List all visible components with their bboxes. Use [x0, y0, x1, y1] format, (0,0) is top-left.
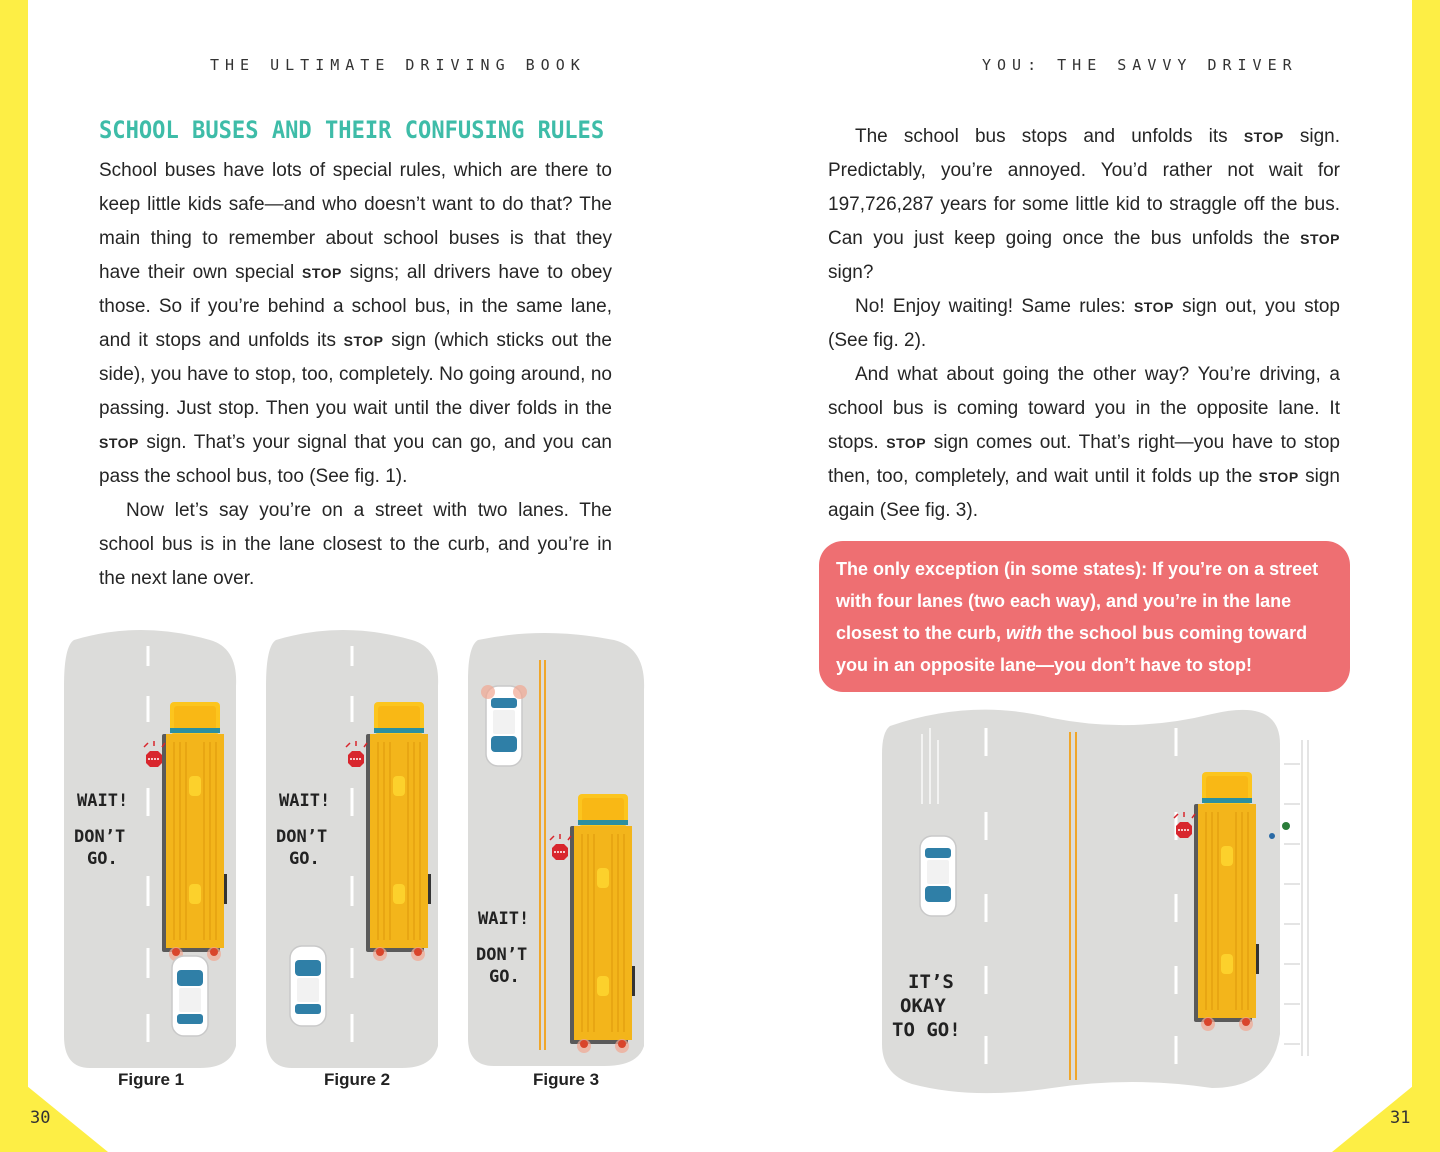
- figure-1-illustration: [60, 626, 240, 1070]
- right-page-number: 31: [1390, 1108, 1411, 1128]
- figure-1-wait-label: WAIT!: [77, 791, 129, 811]
- figure-2-wait-label: WAIT!: [279, 791, 331, 811]
- left-running-head: THE ULTIMATE DRIVING BOOK: [210, 56, 586, 74]
- four-lane-illustration: [852, 704, 1318, 1096]
- brake-light: [513, 685, 527, 699]
- school-bus: [1194, 772, 1259, 1031]
- left-page-corner-tab: [0, 1064, 108, 1152]
- pedestrian-icon: [1282, 822, 1290, 830]
- figure-1-caption: Figure 1: [118, 1070, 185, 1089]
- figure-1-go-label: GO.: [87, 849, 118, 869]
- right-paragraph-1: The school bus stops and unfolds its STOP sign. Predictably, you’re annoyed. You’d rather not wait for 197,726,287 years for some little kid to straggle off the bus. Can you just keep going once the bus unfolds the STOP sign?: [828, 126, 1340, 283]
- right-paragraph-2: No! Enjoy waiting! Same rules: STOP sign out, you stop (See fig. 2).: [828, 296, 1340, 351]
- car-icon: [172, 956, 208, 1036]
- school-bus: [162, 702, 227, 961]
- figure-1-dont-label: DON’T: [74, 827, 126, 847]
- figure-2-dont-label: DON’T: [276, 827, 328, 847]
- school-bus: [570, 794, 635, 1053]
- figure-2-illustration: [262, 626, 442, 1070]
- right-running-head: YOU: THE SAVVY DRIVER: [982, 56, 1298, 74]
- school-bus: [366, 702, 431, 961]
- car-icon: [920, 836, 956, 916]
- brake-light: [481, 685, 495, 699]
- right-page-corner-tab: [1332, 1064, 1440, 1152]
- okay-label-line-3: TO GO!: [892, 1019, 961, 1041]
- okay-label-line-2: OKAY: [900, 995, 946, 1017]
- okay-label-line-1: IT’S: [908, 971, 954, 993]
- figure-3-go-label: GO.: [489, 967, 520, 987]
- left-yellow-edge: [0, 0, 28, 1152]
- right-body-text: [828, 120, 1340, 528]
- figure-2-caption: Figure 2: [324, 1070, 391, 1089]
- left-paragraph-1: School buses have lots of special rules, which are there to keep little kids safe—and who doesn’t want to do that? The main thing to remember about school buses is that they have their own special STOP signs; all drivers have to obey those. So if you’re behind a school bus, in the same lane, and it stops and unfolds its STOP sign (which sticks out the side), you have to stop, too, completely. No going around, no passing. Just stop. Then you wait until the diver folds in the STOP sign. That’s your signal that you can go, and you can pass the school bus, too (See fig. 1).: [99, 160, 612, 487]
- left-body-text: [99, 154, 612, 596]
- right-paragraph-3: And what about going the other way? You’re driving, a school bus is coming toward you in the opposite lane. It stops. STOP sign comes out. That’s right—you have to stop then, too, completely, and wait until it folds up the STOP sign again (See fig. 3).: [828, 364, 1340, 521]
- right-yellow-edge: [1412, 0, 1440, 1152]
- figure-3-dont-label: DON’T: [476, 945, 528, 965]
- figure-2-go-label: GO.: [289, 849, 320, 869]
- left-paragraph-2: Now let’s say you’re on a street with two lanes. The school bus is in the lane closest to the curb, and you’re in the next lane over.: [99, 500, 612, 589]
- left-page-number: 30: [30, 1108, 51, 1128]
- figure-3-caption: Figure 3: [533, 1070, 600, 1089]
- right-sidewalk-lines: [1284, 740, 1308, 1056]
- pedestrian-icon: [1269, 833, 1275, 839]
- section-heading: SCHOOL BUSES AND THEIR CONFUSING RULES: [99, 116, 605, 144]
- left-sidewalk-lines: [856, 744, 880, 1054]
- figure-3-illustration: [464, 630, 648, 1070]
- exception-callout-box: The only exception (in some states): If you’re on a street with four lanes (two each way), and you’re in the lane closest to the curb, with the school bus coming toward you in an opposite lane—you don’t have to stop!: [819, 541, 1350, 692]
- figure-3-wait-label: WAIT!: [478, 909, 530, 929]
- car-icon: [290, 946, 326, 1026]
